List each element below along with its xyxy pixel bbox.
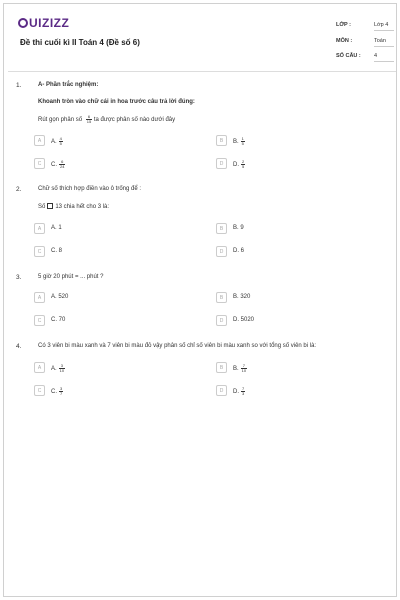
worksheet-header	[8, 8, 396, 72]
option-letter-box: B	[216, 223, 227, 234]
option-letter-box: D	[216, 385, 227, 396]
option-letter-box: C	[34, 246, 45, 257]
question-text: 5 giờ 20 phút = ... phút ?	[38, 274, 104, 280]
question-number: 4.	[16, 343, 22, 350]
option-letter-box: A	[34, 292, 45, 303]
worksheet-page: UIZIZZ Đề thi cuối kì II Toán 4 (Đề số 6) LỚP : Lớp 4 MÔN : Toán SỐ CÂU : 4 1. A- Phần trắc nghiệm: Khoanh tròn vào chữ cái in hoa trước câu trả lời đúng: Rút gọn phân số $\frac{6}{15}$ ta được phân số nào dưới đây A A. $\frac{4}{5}$ B B. $\frac{1}{5}$ C C. $\frac{6}{24}$ D D. $\frac{2}{5}$ 2. Chữ số thích hợp điền vào ô trống để : Số 13 chia hết cho 3 là: A A. 1 B B. 9 C C. 8 D D. 6 3. 5 giờ 20 phút = ... phút ? A A. 520 B B. 320 C C. 70 D D. 5020 4. Có 3 viên bi màu xanh và 7 viên bi màu đỏ vậy phân số chỉ số viên bi màu xanh so với tổng số viên bi là: A A. $\frac{3}{10}$ B B. $\frac{7}{10}$ C C. $\frac{3}{7}$ D D. $\frac{7}{3}$	[3, 3, 397, 597]
question-number: 1.	[16, 82, 22, 89]
meta-lop	[336, 22, 389, 28]
worksheet-title: Đề thi cuối kì II Toán 4 (Đề số 6)	[20, 38, 140, 47]
question-subtext: Số 13 chia hết cho 3 là:	[38, 204, 110, 210]
socau-value: 4	[374, 53, 394, 62]
option-letter-box: D	[216, 158, 227, 169]
socau-label: SỐ CÂU :	[336, 53, 361, 59]
quizizz-logo: UIZIZZ	[18, 16, 69, 30]
logo-q-icon	[18, 18, 28, 28]
instruction-text: Khoanh tròn vào chữ cái in hoa trước câu trả lời đúng:	[38, 99, 195, 105]
meta-mon	[336, 38, 386, 44]
question-text: Có 3 viên bi màu xanh và 7 viên bi màu đỏ vậy phân số chỉ số viên bi màu xanh so với tổng số viên bi là:	[38, 343, 317, 349]
option-letter-box: C	[34, 385, 45, 396]
mon-label: MÔN :	[336, 38, 353, 44]
option-letter-box: D	[216, 315, 227, 326]
option-letter-box: C	[34, 315, 45, 326]
question-text: Chữ số thích hợp điền vào ô trống để :	[38, 186, 142, 192]
meta-socau	[336, 53, 378, 59]
mon-value: Toán	[374, 38, 394, 47]
option-letter-box: B	[216, 135, 227, 146]
option-letter-box: C	[34, 158, 45, 169]
option-letter-box: A	[34, 223, 45, 234]
lop-label: LỚP :	[336, 22, 351, 28]
lop-value: Lớp 4	[374, 22, 394, 31]
question-number: 3.	[16, 274, 22, 281]
option-letter-box: B	[216, 292, 227, 303]
section-heading: A- Phần trắc nghiệm:	[38, 82, 99, 88]
option-letter-box: B	[216, 362, 227, 373]
option-letter-box: A	[34, 135, 45, 146]
fraction: $\frac{6}{15}$	[86, 114, 92, 124]
blank-box-icon	[47, 203, 53, 209]
option-letter-box: D	[216, 246, 227, 257]
question-text: Rút gọn phân số $\frac{6}{15}$ ta được phân số nào dưới đây	[38, 114, 176, 124]
option-letter-box: A	[34, 362, 45, 373]
question-number: 2.	[16, 186, 22, 193]
